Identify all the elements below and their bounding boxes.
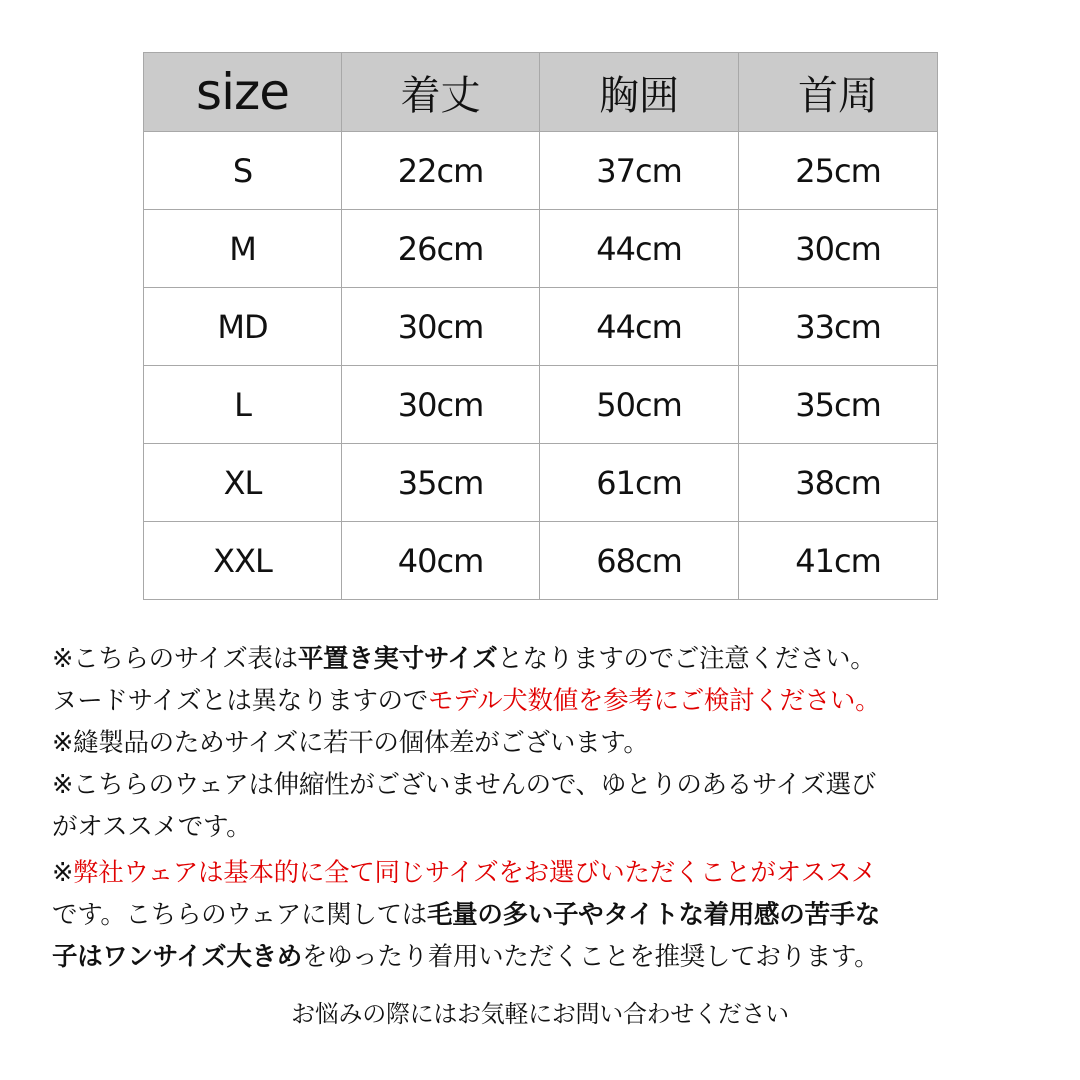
chest-cell: 68cm (540, 522, 739, 600)
size-notes (52, 638, 1032, 978)
neck-cell: 41cm (739, 522, 938, 600)
table-header-row (144, 53, 938, 132)
chest-cell: 44cm (540, 288, 739, 366)
size-cell: S (144, 132, 342, 210)
table-row (144, 288, 938, 366)
note-flat-measurement (52, 638, 1032, 680)
note-text: ヌードサイズとは異なりますので (52, 686, 428, 716)
neck-cell: 25cm (739, 132, 938, 210)
note-red-text: 弊社ウェアは基本的に全て同じサイズをお選びいただくことがオススメ (73, 858, 877, 888)
length-cell: 35cm (342, 444, 540, 522)
table-row (144, 132, 938, 210)
note-text: ※ (52, 858, 74, 888)
table-row (144, 210, 938, 288)
header-chest: 胸囲 (540, 53, 739, 132)
length-cell: 40cm (342, 522, 540, 600)
note-text: ※こちらのサイズ表は (52, 644, 298, 674)
table-row (144, 366, 938, 444)
header-neck: 首周 (739, 53, 938, 132)
note-individual-difference: ※縫製品のためサイズに若干の個体差がございます。 (52, 728, 649, 758)
neck-cell: 33cm (739, 288, 938, 366)
table-row (144, 522, 938, 600)
chest-cell: 61cm (540, 444, 739, 522)
note-text: をゆったり着用いただくことを推奨しております。 (301, 942, 880, 972)
note-emphasis: 平置き実寸サイズ (297, 644, 498, 674)
note-red-text: モデル犬数値を参考にご検討ください。 (427, 686, 881, 716)
table-row (144, 444, 938, 522)
note-recommendation (52, 852, 1032, 978)
size-cell: L (144, 366, 342, 444)
length-cell: 30cm (342, 288, 540, 366)
neck-cell: 35cm (739, 366, 938, 444)
header-size: size (144, 53, 342, 132)
chest-cell: 50cm (540, 366, 739, 444)
length-cell: 30cm (342, 366, 540, 444)
note-emphasis: 子はワンサイズ大きめ (52, 942, 302, 972)
note-nude-size (52, 680, 1032, 722)
chest-cell: 44cm (540, 210, 739, 288)
contact-message: お悩みの際にはお気軽にお問い合わせください (291, 1000, 789, 1028)
neck-cell: 30cm (739, 210, 938, 288)
note-text: ※こちらのウェアは伸縮性がございませんので、ゆとりのあるサイズ選び (52, 770, 876, 800)
chest-cell: 37cm (540, 132, 739, 210)
note-text: がオススメです。 (52, 812, 252, 842)
note-text: です。こちらのウェアに関しては (52, 900, 427, 930)
header-length: 着丈 (342, 53, 540, 132)
neck-cell: 38cm (739, 444, 938, 522)
note-text: となりますのでご注意ください。 (497, 644, 876, 674)
size-cell: M (144, 210, 342, 288)
note-emphasis: 毛量の多い子やタイトな着用感の苦手な (426, 900, 881, 930)
size-cell: XXL (144, 522, 342, 600)
size-chart-table (143, 52, 938, 600)
length-cell: 22cm (342, 132, 540, 210)
size-cell: XL (144, 444, 342, 522)
size-cell: MD (144, 288, 342, 366)
note-no-stretch (52, 764, 1032, 848)
length-cell: 26cm (342, 210, 540, 288)
